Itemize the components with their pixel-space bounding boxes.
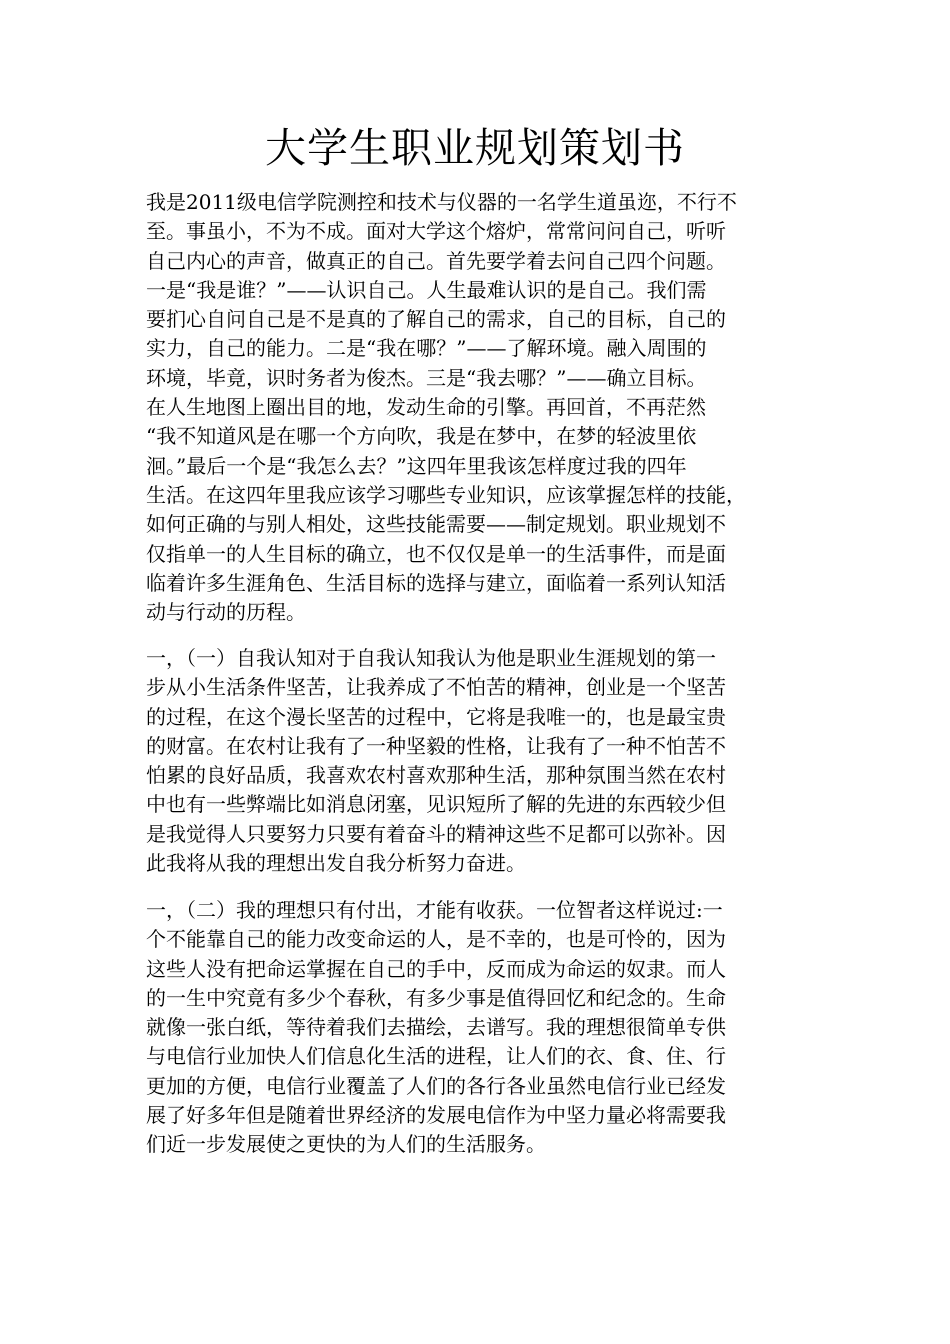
text-line: 步从小生活条件坚苦，让我养成了不怕苦的精神，创业是一个坚苦 [146,675,726,700]
text-line: 仅指单一的人生目标的确立，也不仅仅是单一的生活事件，而是面 [146,541,726,566]
text-line: 实力，自己的能力。二是“我在哪？”——了解环境。融入周围的 [146,336,707,361]
text-line: 至。事虽小，不为不成。面对大学这个熔炉，常常问问自己，听听 [146,219,726,244]
text-line: 要扪心自问自己是不是真的了解自己的需求，自己的目标，自己的 [146,307,726,332]
text-line: 一，（一）自我认知对于自我认知我认为他是职业生涯规划的第一 [146,646,716,670]
text-line: 的财富。在农村让我有了一种坚毅的性格，让我有了一种不怕苦不 [146,733,726,758]
text-line: 动与行动的历程。 [146,600,306,625]
text-line: 一是“我是谁？”——认识自己。人生最难认识的是自己。我们需 [146,277,707,302]
text-line: 个不能靠自己的能力改变命运的人，是不幸的，也是可怜的，因为 [146,927,726,952]
text-line: 我是2011级电信学院测控和技术与仪器的一名学生道虽迩，不行不 [146,190,737,214]
paragraph-intro [146,188,746,627]
text-line: 这些人没有把命运掌握在自己的手中，反而成为命运的奴隶。而人 [146,956,726,981]
text-line: 自己内心的声音，做真正的自己。首先要学着去问自己四个问题。 [146,248,726,273]
text-line: 怕累的良好品质，我喜欢农村喜欢那种生活，那种氛围当然在农村 [146,763,726,788]
text-line: 与电信行业加快人们信息化生活的进程，让人们的衣、食、住、行 [146,1044,726,1069]
text-line: 展了好多年但是随着世界经济的发展电信作为中坚力量必将需要我 [146,1103,726,1128]
text-line: 们近一步发展使之更快的为人们的生活服务。 [146,1132,546,1157]
paragraph-self-cognition [146,644,726,878]
text-line: 环境，毕竟，识时务者为俊杰。三是“我去哪？”——确立目标。 [146,365,707,390]
text-line: 在人生地图上圈出目的地，发动生命的引擎。再回首，不再茫然 [146,395,706,420]
text-line: 的一生中究竟有多少个春秋，有多少事是值得回忆和纪念的。生命 [146,985,726,1010]
text-line: 就像一张白纸，等待着我们去描绘，去谱写。我的理想很简单专供 [146,1015,726,1040]
text-line: 一，（二）我的理想只有付出，才能有收获。一位智者这样说过:一 [146,898,723,922]
text-line: 是我觉得人只要努力只要有着奋斗的精神这些不足都可以弥补。因 [146,821,726,846]
text-line: 此我将从我的理想出发自我分析努力奋进。 [146,851,526,876]
text-line: 如何正确的与别人相处，这些技能需要——制定规划。职业规划不 [146,512,726,537]
text-line: 的过程，在这个漫长坚苦的过程中，它将是我唯一的，也是最宝贵 [146,704,726,729]
text-line: 中也有一些弊端比如消息闭塞，见识短所了解的先进的东西较少但 [146,792,726,817]
document-title: 大学生职业规划策划书 [265,124,685,172]
paragraph-ideal [146,896,726,1160]
text-line: 洄。”最后一个是“我怎么去？”这四年里我该怎样度过我的四年 [146,453,687,478]
text-line: “我不知道风是在哪一个方向吹，我是在梦中，在梦的轻波里依 [146,424,697,449]
text-line: 更加的方便，电信行业覆盖了人们的各行各业虽然电信行业已经发 [146,1073,726,1098]
text-line: 临着许多生涯角色、生活目标的选择与建立，面临着一系列认知活 [146,570,726,595]
text-line: 生活。在这四年里我应该学习哪些专业知识，应该掌握怎样的技能， [146,482,746,507]
